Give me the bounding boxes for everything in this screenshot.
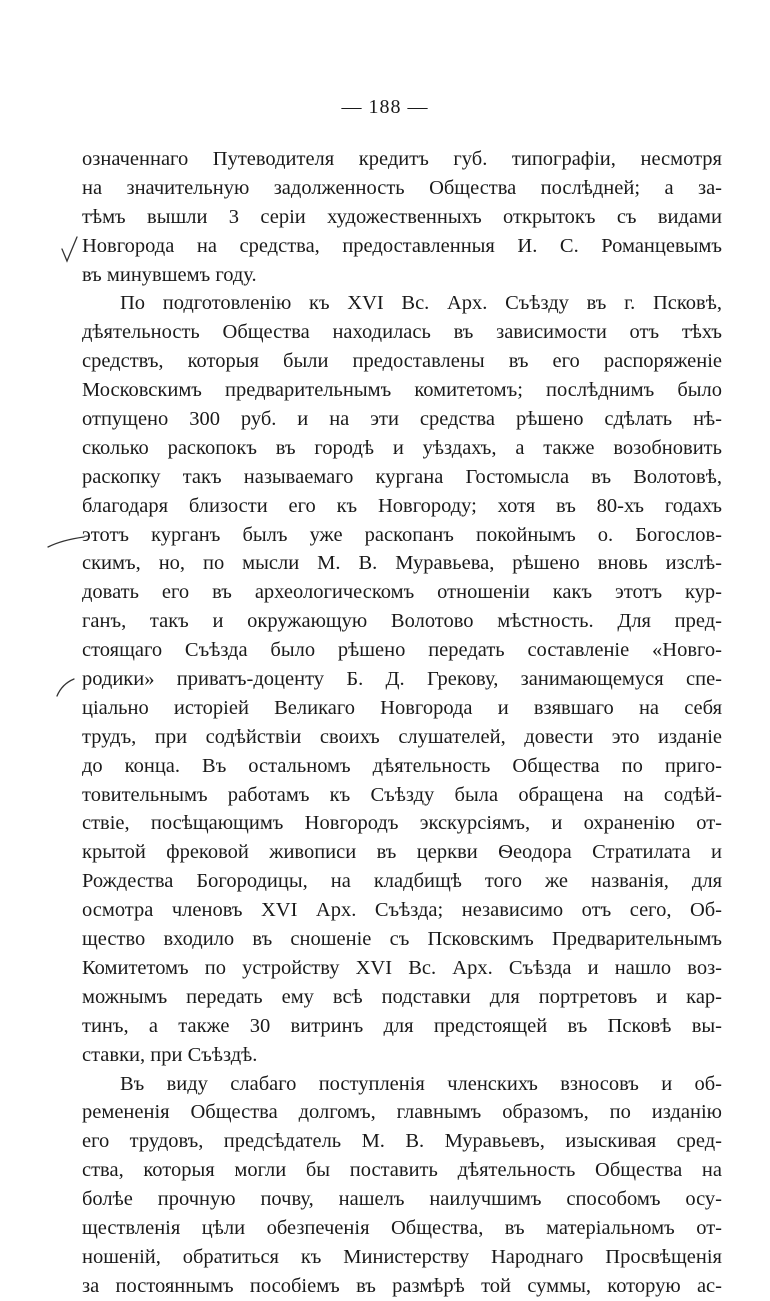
- text-line: означеннаго Путеводителя кредитъ губ. типографіи, несмотря: [82, 148, 722, 170]
- text-line: этотъ курганъ былъ уже раскопанъ покойнымъ о. Богослов-: [82, 523, 722, 546]
- text-line: средствъ, которыя были предоставлены въ его распоряженіе: [82, 350, 722, 373]
- text-line: крытой фрековой живописи въ церкви Ѳеодора Стратилата и: [82, 841, 722, 864]
- text-line: тѣмъ вышли 3 серіи художественныхъ открытокъ съ видами: [82, 205, 722, 228]
- dash-margin-mark: [46, 534, 86, 550]
- tick-margin-mark: [54, 676, 78, 698]
- text-line: ства, которыя могли бы поставить дѣятельность Общества на: [82, 1159, 722, 1182]
- text-line: Новгорода на средства, предоставленныя И. С. Романцевымъ: [82, 234, 722, 257]
- text-line: щество входило въ сношеніе съ Псковскимъ Предварительнымъ: [82, 928, 722, 951]
- text-line: ціально исторіей Великаго Новгорода и взявшаго на себя: [82, 696, 722, 719]
- text-line: благодаря близости его къ Новгороду; хотя въ 80-хъ годахъ: [82, 494, 722, 517]
- text-line: ношеній, обратиться къ Министерству Народнаго Просвѣщенія: [82, 1245, 722, 1268]
- text-line: товительнымъ работамъ къ Съѣзду была обращена на содѣй-: [82, 783, 722, 806]
- text-line: на значительную задолженность Общества послѣдней; а за-: [82, 176, 722, 199]
- text-line: сколько раскопокъ въ городѣ и уѣздахъ, а также возобновить: [82, 436, 722, 459]
- text-line: ществленія цѣли обезпеченія Общества, въ матеріальномъ от-: [82, 1216, 722, 1239]
- text-line: ремененія Общества долгомъ, главнымъ образомъ, по изданію: [82, 1101, 722, 1124]
- text-line: за постояннымъ пособіемъ въ размѣрѣ той суммы, которую ас-: [82, 1274, 722, 1297]
- text-line: Московскимъ предварительнымъ комитетомъ; послѣднимъ было: [82, 379, 722, 402]
- text-line: дѣятельность Общества находилась въ зависимости отъ тѣхъ: [82, 321, 722, 344]
- body-text: [82, 145, 722, 1301]
- text-line: Въ виду слабаго поступленія членскихъ взносовъ и об-: [120, 1072, 722, 1095]
- text-line: болѣе прочную почву, нашелъ наилучшимъ способомъ осу-: [82, 1188, 722, 1211]
- text-line: тинъ, а также 30 витринъ для предстоящей въ Псковѣ вы-: [82, 1014, 722, 1037]
- text-line: ганъ, такъ и окружающую Волотово мѣстность. Для пред-: [82, 610, 722, 633]
- text-line: ствіе, посѣщающимъ Новгородъ экскурсіямъ, и охраненію от-: [82, 812, 722, 835]
- text-line: до конца. Въ остальномъ дѣятельность Общества по приго-: [82, 754, 722, 777]
- checkmark-margin-mark: [60, 235, 80, 265]
- text-line: стоящаго Съѣзда было рѣшено передать составленіе «Новго-: [82, 639, 722, 662]
- text-line: раскопку такъ называемаго кургана Гостомысла въ Волотовѣ,: [82, 465, 722, 488]
- text-line: скимъ, но, по мысли М. В. Муравьева, рѣшено вновь изслѣ-: [82, 552, 722, 575]
- text-line: трудъ, при содѣйствіи своихъ слушателей, довести это изданіе: [82, 725, 722, 748]
- text-line: ставки, при Съѣздѣ.: [82, 1043, 258, 1066]
- text-line: довать его въ археологическомъ отношеніи какъ этотъ кур-: [82, 581, 722, 604]
- text-line: въ минувшемъ году.: [82, 263, 257, 286]
- text-line: осмотра членовъ XVI Арх. Съѣзда; независимо отъ сего, Об-: [82, 899, 722, 922]
- text-line: Комитетомъ по устройству XVI Вс. Арх. Съѣзда и нашло воз-: [82, 956, 722, 979]
- text-line: его трудовъ, предсѣдатель М. В. Муравьевъ, изыскивая сред-: [82, 1130, 722, 1153]
- text-line: По подготовленію къ XVI Вс. Арх. Съѣзду въ г. Псковѣ,: [120, 292, 722, 315]
- text-line: отпущено 300 руб. и на эти средства рѣшено сдѣлать нѣ-: [82, 408, 722, 431]
- text-line: можнымъ передать ему всѣ подставки для портретовъ и кар-: [82, 985, 722, 1008]
- text-line: Рождества Богородицы, на кладбищѣ того же названія, для: [82, 870, 722, 893]
- text-line: родики» приватъ-доценту Б. Д. Грекову, занимающемуся спе-: [82, 668, 722, 691]
- page-number: — 188 —: [341, 96, 429, 118]
